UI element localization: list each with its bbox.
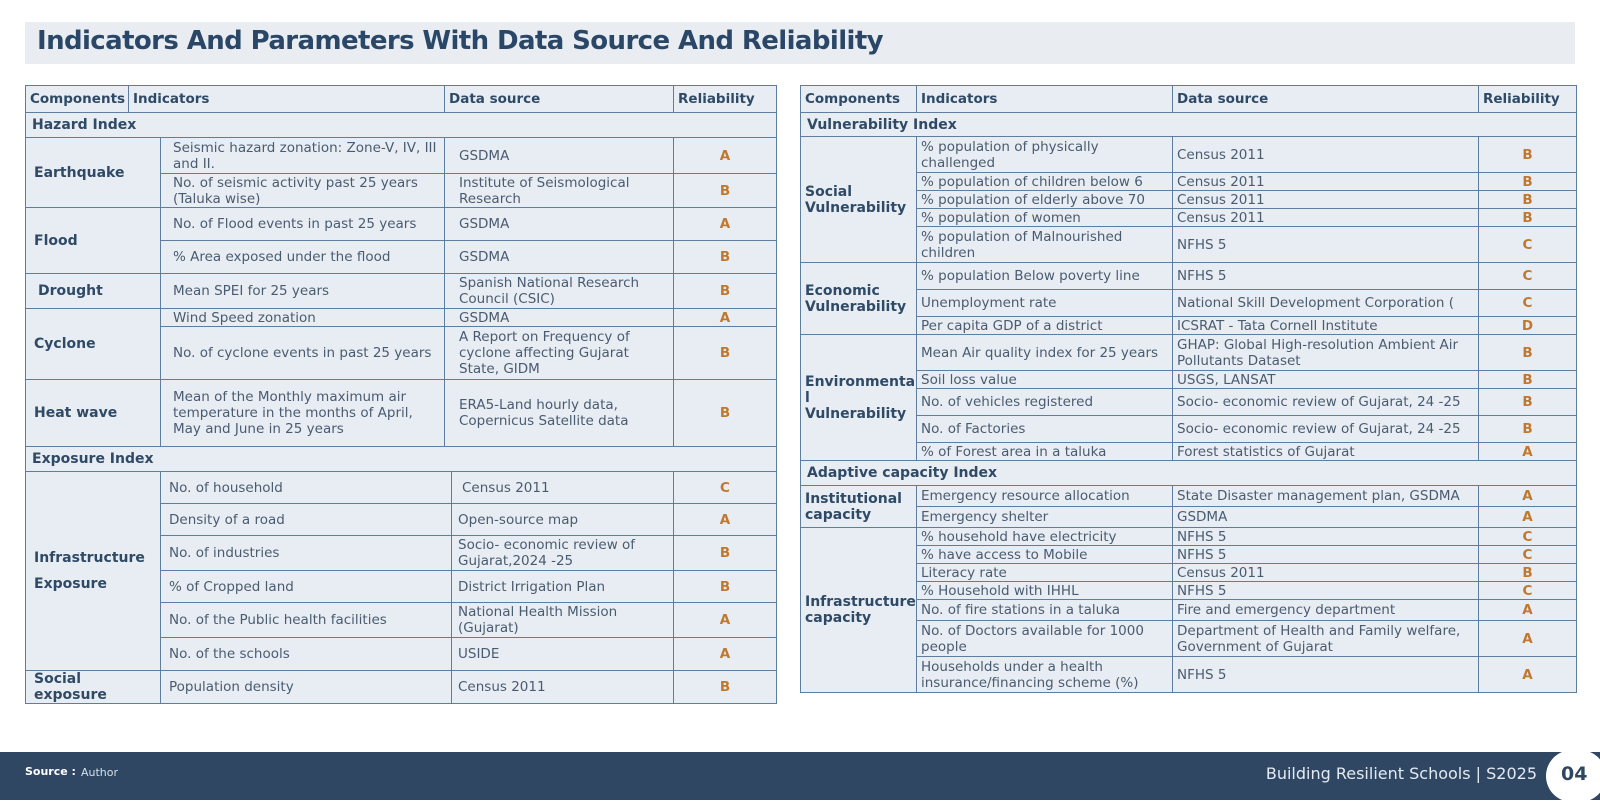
source-cell: GHAP: Global High-resolution Ambient Air Pollutants Dataset xyxy=(1173,335,1479,371)
section-row xyxy=(26,447,777,472)
table-row xyxy=(801,621,1577,657)
reliability-cell: B xyxy=(674,274,777,309)
indicator-cell: Mean of the Monthly maximum air temperature in the months of April, May and June in 25 years xyxy=(161,380,445,447)
component-drought: Drought xyxy=(26,274,161,309)
reliability-cell: A xyxy=(674,504,777,536)
indicator-cell: % population of Malnourished children xyxy=(917,227,1173,263)
indicator-cell: % of Forest area in a taluka xyxy=(917,443,1173,461)
source-cell: GSDMA xyxy=(445,309,674,327)
source-cell: USIDE xyxy=(452,638,674,671)
reliability-cell: A xyxy=(1479,657,1577,693)
reliability-cell: B xyxy=(1479,416,1577,443)
footer-bar xyxy=(0,752,1600,800)
table-row xyxy=(801,263,1577,290)
table-row xyxy=(801,564,1577,582)
reliability-cell: B xyxy=(674,671,777,704)
component-infrastructure-exposure: Infrastructure Exposure xyxy=(26,472,161,671)
reliability-cell: B xyxy=(1479,335,1577,371)
source-cell: GSDMA xyxy=(1173,507,1479,528)
table-row xyxy=(801,416,1577,443)
indicator-cell: No. of cyclone events in past 25 years xyxy=(161,327,445,380)
indicator-cell: Emergency resource allocation xyxy=(917,486,1173,507)
section-row xyxy=(801,461,1577,486)
indicator-cell: % have access to Mobile xyxy=(917,546,1173,564)
indicator-cell: Mean Air quality index for 25 years xyxy=(917,335,1173,371)
table-row xyxy=(801,582,1577,600)
reliability-cell: B xyxy=(1479,371,1577,389)
reliability-cell: B xyxy=(1479,191,1577,209)
reliability-cell: B xyxy=(1479,564,1577,582)
header-components: Components xyxy=(26,86,129,113)
table-row xyxy=(801,227,1577,263)
table-row xyxy=(801,389,1577,416)
table-row xyxy=(801,137,1577,173)
reliability-cell: B xyxy=(674,327,777,380)
source-cell: Institute of Seismological Research xyxy=(445,174,674,208)
source-cell: NFHS 5 xyxy=(1173,546,1479,564)
indicator-cell: No. of vehicles registered xyxy=(917,389,1173,416)
header-data-source: Data source xyxy=(1173,86,1479,113)
table-row xyxy=(801,371,1577,389)
footer-project-text: Building Resilient Schools | S2025 xyxy=(1265,764,1537,783)
source-cell: USGS, LANSAT xyxy=(1173,371,1479,389)
source-cell: Census 2011 xyxy=(1173,191,1479,209)
component-flood: Flood xyxy=(26,208,161,274)
title-bar xyxy=(25,22,1575,64)
indicator-cell: Literacy rate xyxy=(917,564,1173,582)
indicator-cell: % Area exposed under the flood xyxy=(161,241,445,274)
indicator-cell: No. of fire stations in a taluka xyxy=(917,600,1173,621)
indicator-cell: Households under a health insurance/financing scheme (%) xyxy=(917,657,1173,693)
table-row xyxy=(26,472,777,504)
source-cell: District Irrigation Plan xyxy=(452,571,674,603)
reliability-cell: B xyxy=(1479,389,1577,416)
table-row xyxy=(26,208,777,241)
indicator-cell: % population Below poverty line xyxy=(917,263,1173,290)
header-indicators: Indicators xyxy=(129,86,445,113)
reliability-cell: A xyxy=(1479,507,1577,528)
header-reliability: Reliability xyxy=(1479,86,1577,113)
table-row xyxy=(801,290,1577,317)
section-adaptive-capacity-index: Adaptive capacity Index xyxy=(801,461,1577,486)
table-row xyxy=(801,657,1577,693)
component-social-vulnerability: Social Vulnerability xyxy=(801,137,917,263)
indicator-cell: No. of Factories xyxy=(917,416,1173,443)
table-row xyxy=(26,380,777,447)
reliability-cell: A xyxy=(674,603,777,638)
reliability-cell: B xyxy=(1479,137,1577,173)
indicator-cell: % Household with IHHL xyxy=(917,582,1173,600)
source-cell: Census 2011 xyxy=(452,472,674,504)
source-cell: Census 2011 xyxy=(1173,137,1479,173)
section-row xyxy=(26,113,777,138)
source-cell: Forest statistics of Gujarat xyxy=(1173,443,1479,461)
reliability-cell: B xyxy=(674,380,777,447)
reliability-cell: D xyxy=(1479,317,1577,335)
component-cyclone: Cyclone xyxy=(26,309,161,380)
table-row xyxy=(801,335,1577,371)
component-environmental-vulnerability: Environmenta l Vulnerability xyxy=(801,335,917,461)
component-economic-vulnerability: Economic Vulnerability xyxy=(801,263,917,335)
indicator-cell: Mean SPEI for 25 years xyxy=(161,274,445,309)
reliability-cell: C xyxy=(1479,227,1577,263)
reliability-cell: A xyxy=(1479,621,1577,657)
table-row xyxy=(26,309,777,327)
reliability-cell: A xyxy=(674,138,777,174)
component-heat-wave: Heat wave xyxy=(26,380,161,447)
source-cell: Department of Health and Family welfare, Government of Gujarat xyxy=(1173,621,1479,657)
source-cell: Census 2011 xyxy=(1173,173,1479,191)
reliability-cell: C xyxy=(1479,528,1577,546)
source-cell: A Report on Frequency of cyclone affecting Gujarat State, GIDM xyxy=(445,327,674,380)
indicator-cell: Soil loss value xyxy=(917,371,1173,389)
indicator-cell: Seismic hazard zonation: Zone-V, IV, III and II. xyxy=(161,138,445,174)
table-row xyxy=(801,528,1577,546)
indicator-cell: No. of Flood events in past 25 years xyxy=(161,208,445,241)
reliability-cell: C xyxy=(1479,290,1577,317)
page-title: Indicators And Parameters With Data Source And Reliability xyxy=(37,26,884,56)
table-row xyxy=(801,209,1577,227)
reliability-cell: B xyxy=(674,174,777,208)
table-row xyxy=(801,507,1577,528)
indicator-cell: No. of the schools xyxy=(161,638,452,671)
table-header-row xyxy=(801,86,1577,113)
source-cell: NFHS 5 xyxy=(1173,528,1479,546)
source-cell: GSDMA xyxy=(445,138,674,174)
reliability-cell: B xyxy=(674,536,777,571)
reliability-cell: A xyxy=(674,309,777,327)
table-row xyxy=(26,138,777,174)
reliability-cell: A xyxy=(1479,443,1577,461)
source-cell: Open-source map xyxy=(452,504,674,536)
reliability-cell: B xyxy=(1479,173,1577,191)
source-cell: ERA5-Land hourly data, Copernicus Satellite data xyxy=(445,380,674,447)
vulnerability-adaptive-table xyxy=(800,85,1577,693)
table-row xyxy=(801,317,1577,335)
section-row xyxy=(801,113,1577,137)
table-row xyxy=(801,173,1577,191)
page-number: 04 xyxy=(1561,763,1588,785)
indicator-cell: No. of the Public health facilities xyxy=(161,603,452,638)
table-row xyxy=(26,671,777,704)
header-indicators: Indicators xyxy=(917,86,1173,113)
table-row xyxy=(801,191,1577,209)
source-value: Author xyxy=(81,766,119,779)
indicator-cell: Density of a road xyxy=(161,504,452,536)
section-exposure-index: Exposure Index xyxy=(26,447,777,472)
indicator-cell: Per capita GDP of a district xyxy=(917,317,1173,335)
source-cell: Socio- economic review of Gujarat, 24 -25 xyxy=(1173,416,1479,443)
indicator-cell: No. of Doctors available for 1000 people xyxy=(917,621,1173,657)
indicator-cell: % population of women xyxy=(917,209,1173,227)
header-reliability: Reliability xyxy=(674,86,777,113)
reliability-cell: A xyxy=(1479,486,1577,507)
source-cell: Socio- economic review of Gujarat,2024 -25 xyxy=(452,536,674,571)
indicator-cell: Population density xyxy=(161,671,452,704)
hazard-exposure-table xyxy=(25,85,777,704)
source-cell: National Health Mission (Gujarat) xyxy=(452,603,674,638)
component-social-exposure: Social exposure xyxy=(26,671,161,704)
table-row xyxy=(801,546,1577,564)
indicator-cell: % household have electricity xyxy=(917,528,1173,546)
source-cell: ICSRAT - Tata Cornell Institute xyxy=(1173,317,1479,335)
indicator-cell: Unemployment rate xyxy=(917,290,1173,317)
component-earthquake: Earthquake xyxy=(26,138,161,208)
source-cell: NFHS 5 xyxy=(1173,227,1479,263)
indicator-cell: % population of physically challenged xyxy=(917,137,1173,173)
indicator-cell: Wind Speed zonation xyxy=(161,309,445,327)
source-cell: Census 2011 xyxy=(1173,564,1479,582)
reliability-cell: A xyxy=(1479,600,1577,621)
source-cell: Fire and emergency department xyxy=(1173,600,1479,621)
indicator-cell: No. of seismic activity past 25 years (Taluka wise) xyxy=(161,174,445,208)
table-header-row xyxy=(26,86,777,113)
reliability-cell: B xyxy=(1479,209,1577,227)
reliability-cell: A xyxy=(674,638,777,671)
section-hazard-index: Hazard Index xyxy=(26,113,777,138)
source-cell: Census 2011 xyxy=(452,671,674,704)
source-label: Source : xyxy=(25,765,76,778)
reliability-cell: C xyxy=(674,472,777,504)
component-institutional-capacity: Institutional capacity xyxy=(801,486,917,528)
reliability-cell: B xyxy=(674,571,777,603)
source-cell: State Disaster management plan, GSDMA xyxy=(1173,486,1479,507)
table-row xyxy=(26,274,777,309)
indicator-cell: % of Cropped land xyxy=(161,571,452,603)
table-row xyxy=(801,600,1577,621)
reliability-cell: C xyxy=(1479,582,1577,600)
source-cell: NFHS 5 xyxy=(1173,263,1479,290)
reliability-cell: B xyxy=(674,241,777,274)
component-infrastructure-capacity: Infrastructure capacity xyxy=(801,528,917,693)
source-cell: NFHS 5 xyxy=(1173,582,1479,600)
source-cell: GSDMA xyxy=(445,208,674,241)
section-vulnerability-index: Vulnerability Index xyxy=(801,113,1577,137)
source-cell: Census 2011 xyxy=(1173,209,1479,227)
reliability-cell: A xyxy=(674,208,777,241)
header-data-source: Data source xyxy=(445,86,674,113)
reliability-cell: C xyxy=(1479,546,1577,564)
header-components: Components xyxy=(801,86,917,113)
indicator-cell: % population of children below 6 xyxy=(917,173,1173,191)
source-cell: GSDMA xyxy=(445,241,674,274)
table-row xyxy=(801,486,1577,507)
source-cell: NFHS 5 xyxy=(1173,657,1479,693)
indicator-cell: No. of household xyxy=(161,472,452,504)
indicator-cell: % population of elderly above 70 xyxy=(917,191,1173,209)
reliability-cell: C xyxy=(1479,263,1577,290)
source-cell: Socio- economic review of Gujarat, 24 -25 xyxy=(1173,389,1479,416)
indicator-cell: No. of industries xyxy=(161,536,452,571)
indicator-cell: Emergency shelter xyxy=(917,507,1173,528)
table-row xyxy=(801,443,1577,461)
source-cell: National Skill Development Corporation ( xyxy=(1173,290,1479,317)
source-cell: Spanish National Research Council (CSIC) xyxy=(445,274,674,309)
